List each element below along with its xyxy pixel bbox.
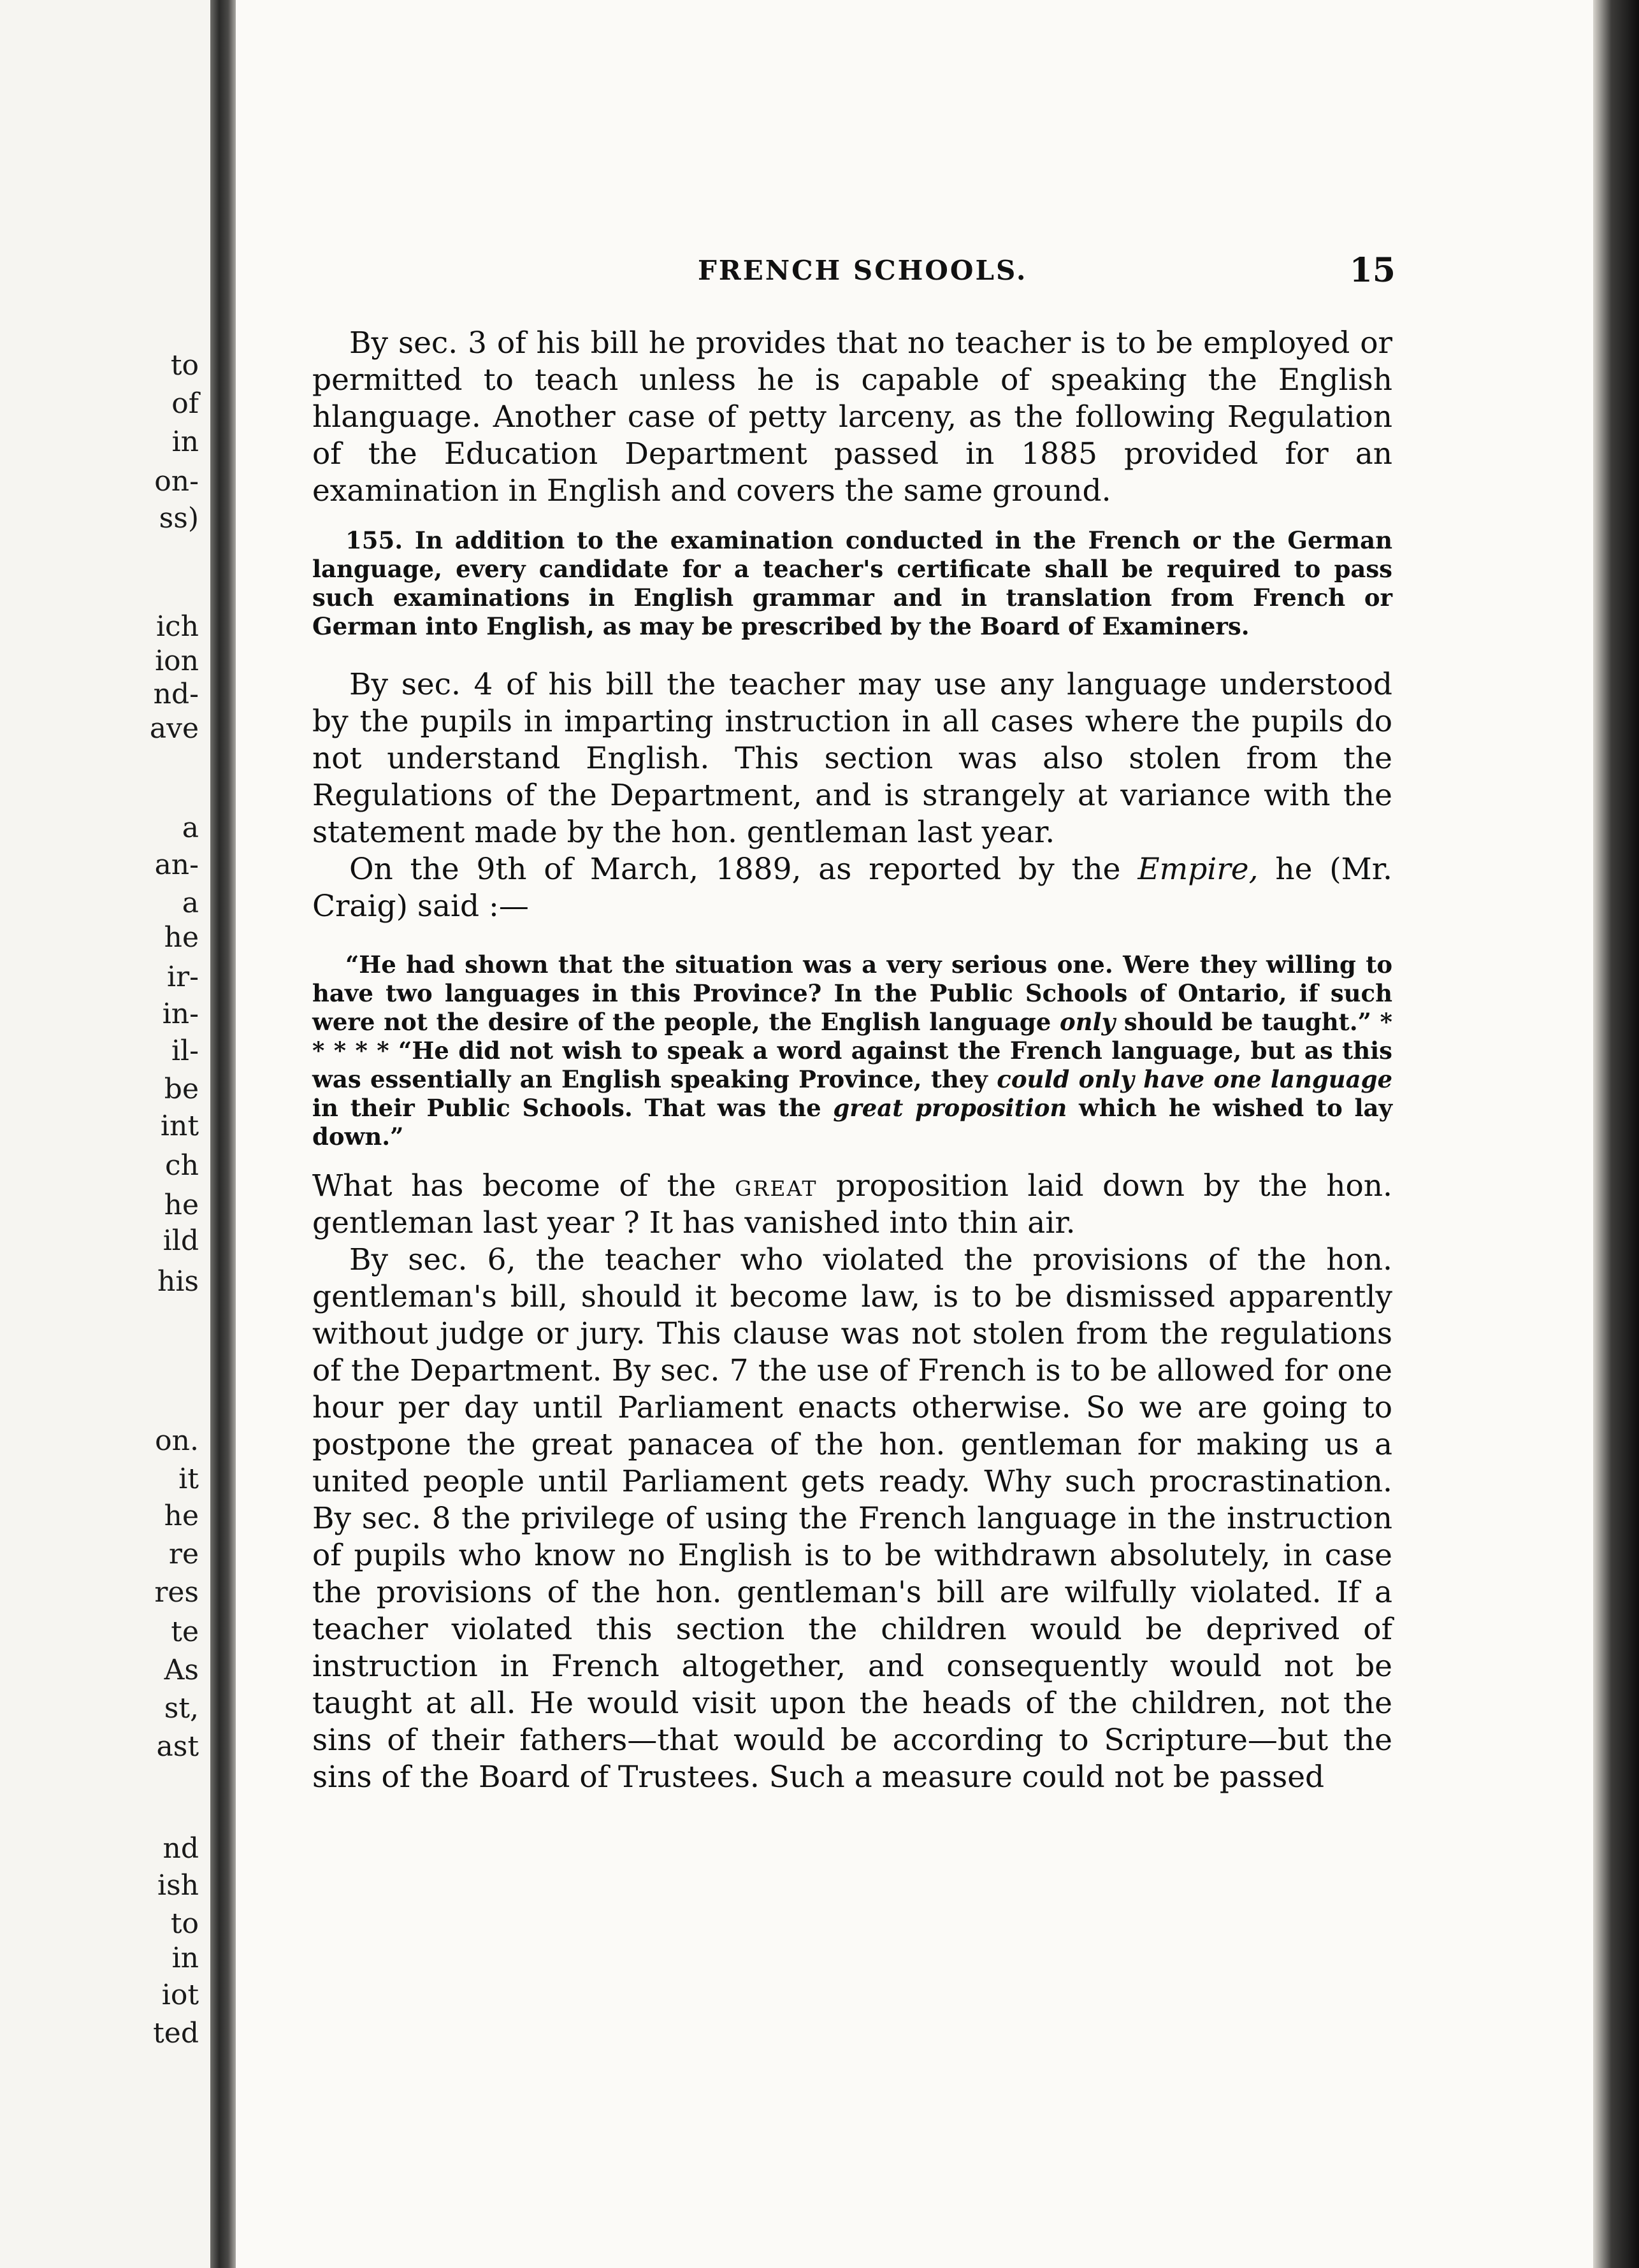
- adjacent-page-fragment: in: [171, 1942, 199, 1974]
- paragraph-sec-3: By sec. 3 of his bill he provides that no teacher is to be employed or permitted to teach unless he is capable of speaking the English hlanguage. Another case of petty larceny, as the following Regulation of the Education Department passed in 1885 provided for an examination in English and covers the same ground.: [312, 326, 1392, 508]
- adjacent-page-fragment: to: [170, 1907, 199, 1940]
- adjacent-page-fragment: nd-: [153, 678, 199, 710]
- adjacent-page-fragment: his: [157, 1265, 199, 1298]
- adjacent-page-fragment: he: [164, 921, 199, 954]
- adjacent-page-fragment: ss): [159, 502, 199, 535]
- adjacent-page-fragment: in: [171, 426, 199, 458]
- adjacent-page-fragment: ich: [155, 610, 199, 643]
- running-head: FRENCH SCHOOLS.: [698, 255, 1028, 286]
- adjacent-page-fragment: he: [164, 1189, 199, 1221]
- paragraph-great-proposition: What has become of the great proposition laid down by the hon. gentleman last year ? It has vanished into thin air.: [312, 1168, 1392, 1240]
- adjacent-page-fragment: be: [164, 1073, 199, 1105]
- newspaper-name: Empire,: [1137, 852, 1259, 887]
- paragraph-march-1889: On the 9th of March, 1889, as reported by the Empire, he (Mr. Craig) said :—: [312, 852, 1393, 924]
- adjacent-page-fragment: on-: [154, 465, 199, 498]
- adjacent-page-fragment: ild: [162, 1224, 199, 1257]
- adjacent-page-fragment: te: [171, 1616, 199, 1648]
- page-header: [446, 251, 1396, 299]
- adjacent-page-fragment: in-: [162, 998, 199, 1030]
- adjacent-page-fragment: st,: [164, 1692, 199, 1725]
- adjacent-page-fragment: an-: [154, 849, 199, 881]
- adjacent-page-fragment: iot: [161, 1979, 199, 2011]
- paragraph-sec-6-7-8: By sec. 6, the teacher who violated the provisions of the hon. gentleman's bill, should it become law, is to be dismissed apparently without judge or jury. This clause was not stolen from the regulations of the Department. By sec. 7 the use of French is to be allowed for one hour per day until Parliament enacts otherwise. So we are going to postpone the great panacea of the hon. gentleman for making us a united people until Parliament gets ready. Why such procrastination. By sec. 8 the privilege of using the French language in the instruction of pupils who know no English is to be withdrawn absolutely, in case the provisions of the hon. gentleman's bill are wilfully violated. If a teacher violated this section the children would be deprived of instruction in French altogether, and consequently would not be taught at all. He would visit upon the heads of the children, not the sins of their fathers—that would be according to Scripture—but the sins of the Board of Trustees. Such a measure could not be passed: [312, 1242, 1392, 1795]
- adjacent-page-fragments: [0, 0, 210, 2268]
- adjacent-page-fragment: il-: [171, 1035, 199, 1067]
- regulation-quote: 155. In addition to the examination conducted in the French or the German language, every candidate for a teacher's certificate shall be required to pass such examinations in English grammar and in translation from French or German into English, as may be prescribed by the Board of Examiners.: [312, 526, 1392, 640]
- adjacent-page-fragment: of: [171, 387, 199, 420]
- adjacent-page-fragment: he: [164, 1500, 199, 1532]
- page-right-edge: [1593, 0, 1639, 2268]
- page-body: [312, 325, 1392, 1796]
- craig-quote: “He had shown that the situation was a very serious one. Were they willing to have two languages in this Province? In the Public Schools of Ontario, if such were not the desire of the people, the English language only should be taught.” * * * * * “He did not wish to speak a word against the French language, but as this was essentially an English speaking Province, they could only have one language in their Public Schools. That was the great proposition which he wished to lay down.”: [312, 951, 1393, 1151]
- adjacent-page-edge: [0, 0, 211, 2268]
- adjacent-page-fragment: ion: [155, 645, 199, 677]
- adjacent-page-fragment: ave: [149, 712, 199, 745]
- adjacent-page-fragment: it: [178, 1463, 199, 1495]
- adjacent-page-fragment: a: [182, 887, 199, 919]
- adjacent-page-fragment: ir-: [167, 961, 199, 993]
- adjacent-page-fragment: ish: [157, 1869, 199, 1902]
- adjacent-page-fragment: ted: [153, 2017, 199, 2049]
- book-gutter: [210, 0, 236, 2268]
- adjacent-page-fragment: res: [154, 1576, 199, 1609]
- adjacent-page-fragment: on.: [155, 1425, 199, 1457]
- adjacent-page-fragment: int: [160, 1110, 199, 1142]
- adjacent-page-fragment: ch: [165, 1149, 199, 1182]
- page-number: 15: [1349, 251, 1396, 290]
- adjacent-page-fragment: to: [170, 349, 199, 382]
- adjacent-page-fragment: re: [168, 1538, 199, 1570]
- paragraph-sec-4: By sec. 4 of his bill the teacher may use any language understood by the pupils in imparting instruction in all cases where the pupils do not understand English. This section was also stolen from the Regulations of the Department, and is strangely at variance with the statement made by the hon. gentleman last year.: [312, 667, 1392, 850]
- adjacent-page-fragment: ast: [156, 1730, 199, 1763]
- adjacent-page-fragment: nd: [162, 1832, 199, 1865]
- adjacent-page-fragment: As: [164, 1654, 199, 1686]
- adjacent-page-fragment: a: [182, 812, 199, 844]
